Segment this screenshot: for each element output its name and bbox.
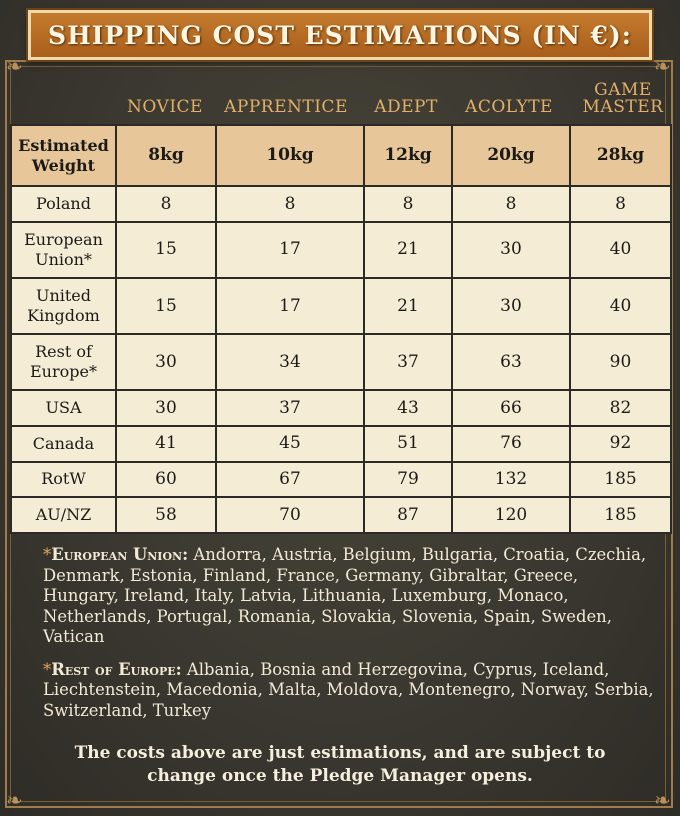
footnote-roe-label: Rest of Europe:	[51, 659, 182, 679]
shipping-table	[10, 124, 672, 534]
table-cell: 63	[452, 334, 570, 390]
footnote-roe	[43, 660, 658, 722]
table-row	[11, 334, 671, 390]
header-estimated-weight: Estimated Weight	[11, 125, 116, 186]
table-cell: 8	[570, 186, 671, 222]
table-cell: 30	[452, 278, 570, 334]
table-cell: 21	[364, 278, 452, 334]
tier-acolyte: ACOLYTE	[465, 97, 553, 117]
table-cell: 60	[116, 462, 216, 498]
table-cell: 17	[216, 278, 364, 334]
table-cell: 15	[116, 222, 216, 278]
footnote-roe-text: Albania, Bosnia and Herzegovina, Cyprus, Iceland, Liechtenstein, Macedonia, Malta, Moldova, Montenegro, Norway, Serbia, Switzerland, Turkey	[43, 659, 654, 720]
row-country: AU/NZ	[11, 497, 116, 533]
table-row	[11, 390, 671, 426]
table-cell: 41	[116, 426, 216, 462]
disclaimer: The costs above are just estimations, and are subject to change once the Pledge Manager opens.	[74, 743, 606, 786]
table-cell: 70	[216, 497, 364, 533]
table-row	[11, 497, 671, 533]
footnote-asterisk: *	[43, 659, 52, 679]
header-weight: 12kg	[364, 125, 452, 186]
table-cell: 21	[364, 222, 452, 278]
row-country: European Union*	[11, 222, 116, 278]
table-header-row	[11, 125, 671, 186]
table-cell: 132	[452, 462, 570, 498]
table-cell: 92	[570, 426, 671, 462]
table-cell: 66	[452, 390, 570, 426]
row-country: RotW	[11, 462, 116, 498]
tier-apprentice: APPRENTICE	[224, 97, 348, 117]
header-weight: 28kg	[570, 125, 671, 186]
table-cell: 185	[570, 497, 671, 533]
table-cell: 82	[570, 390, 671, 426]
table-cell: 8	[116, 186, 216, 222]
table-cell: 37	[364, 334, 452, 390]
page-title: SHIPPING COST ESTIMATIONS (IN €):	[48, 20, 632, 50]
table-cell: 87	[364, 497, 452, 533]
table-cell: 37	[216, 390, 364, 426]
corner-ornament-icon: ❧	[6, 788, 23, 812]
table-cell: 45	[216, 426, 364, 462]
header-weight: 8kg	[116, 125, 216, 186]
row-country: Poland	[11, 186, 116, 222]
tier-adept: ADEPT	[374, 97, 438, 117]
table-cell: 51	[364, 426, 452, 462]
table-cell: 17	[216, 222, 364, 278]
tier-labels	[115, 76, 670, 116]
table-cell: 67	[216, 462, 364, 498]
header-weight: 20kg	[452, 125, 570, 186]
table-cell: 120	[452, 497, 570, 533]
row-country: United Kingdom	[11, 278, 116, 334]
footnote-eu-label: European Union:	[51, 545, 189, 564]
table-row	[11, 186, 671, 222]
table-cell: 15	[116, 278, 216, 334]
table-cell: 30	[452, 222, 570, 278]
title-banner	[28, 10, 652, 60]
row-country: Canada	[11, 426, 116, 462]
table-cell: 58	[116, 497, 216, 533]
table-cell: 90	[570, 334, 671, 390]
table-row	[11, 222, 671, 278]
table-cell: 8	[364, 186, 452, 222]
table-cell: 43	[364, 390, 452, 426]
table-row	[11, 462, 671, 498]
footnote-eu-text: Andorra, Austria, Belgium, Bulgaria, Croatia, Czechia, Denmark, Estonia, Finland, France, Germany, Gibraltar, Greece, Hungary, Ireland, Italy, Latvia, Lithuania, Luxemburg, Monaco, Netherlands, Portugal, Romania, Slovakia, Slovenia, Spain, Sweden, Vatican	[43, 545, 647, 646]
table-row	[11, 278, 671, 334]
tier-game-master: GAME MASTER	[582, 80, 664, 117]
table-cell: 40	[570, 278, 671, 334]
corner-ornament-icon: ❧	[6, 54, 23, 78]
corner-ornament-icon: ❧	[654, 788, 671, 812]
corner-ornament-icon: ❧	[654, 54, 671, 78]
table-cell: 8	[216, 186, 364, 222]
footnote-eu	[43, 545, 658, 648]
table-cell: 185	[570, 462, 671, 498]
table-cell: 79	[364, 462, 452, 498]
row-country: Rest of Europe*	[11, 334, 116, 390]
header-weight: 10kg	[216, 125, 364, 186]
table-cell: 76	[452, 426, 570, 462]
row-country: USA	[11, 390, 116, 426]
table-row	[11, 426, 671, 462]
table-cell: 40	[570, 222, 671, 278]
tier-novice: NOVICE	[127, 97, 203, 117]
footnote-asterisk: *	[43, 545, 52, 564]
table-cell: 30	[116, 334, 216, 390]
footnotes	[43, 545, 658, 733]
table-cell: 34	[216, 334, 364, 390]
table-cell: 30	[116, 390, 216, 426]
table-cell: 8	[452, 186, 570, 222]
